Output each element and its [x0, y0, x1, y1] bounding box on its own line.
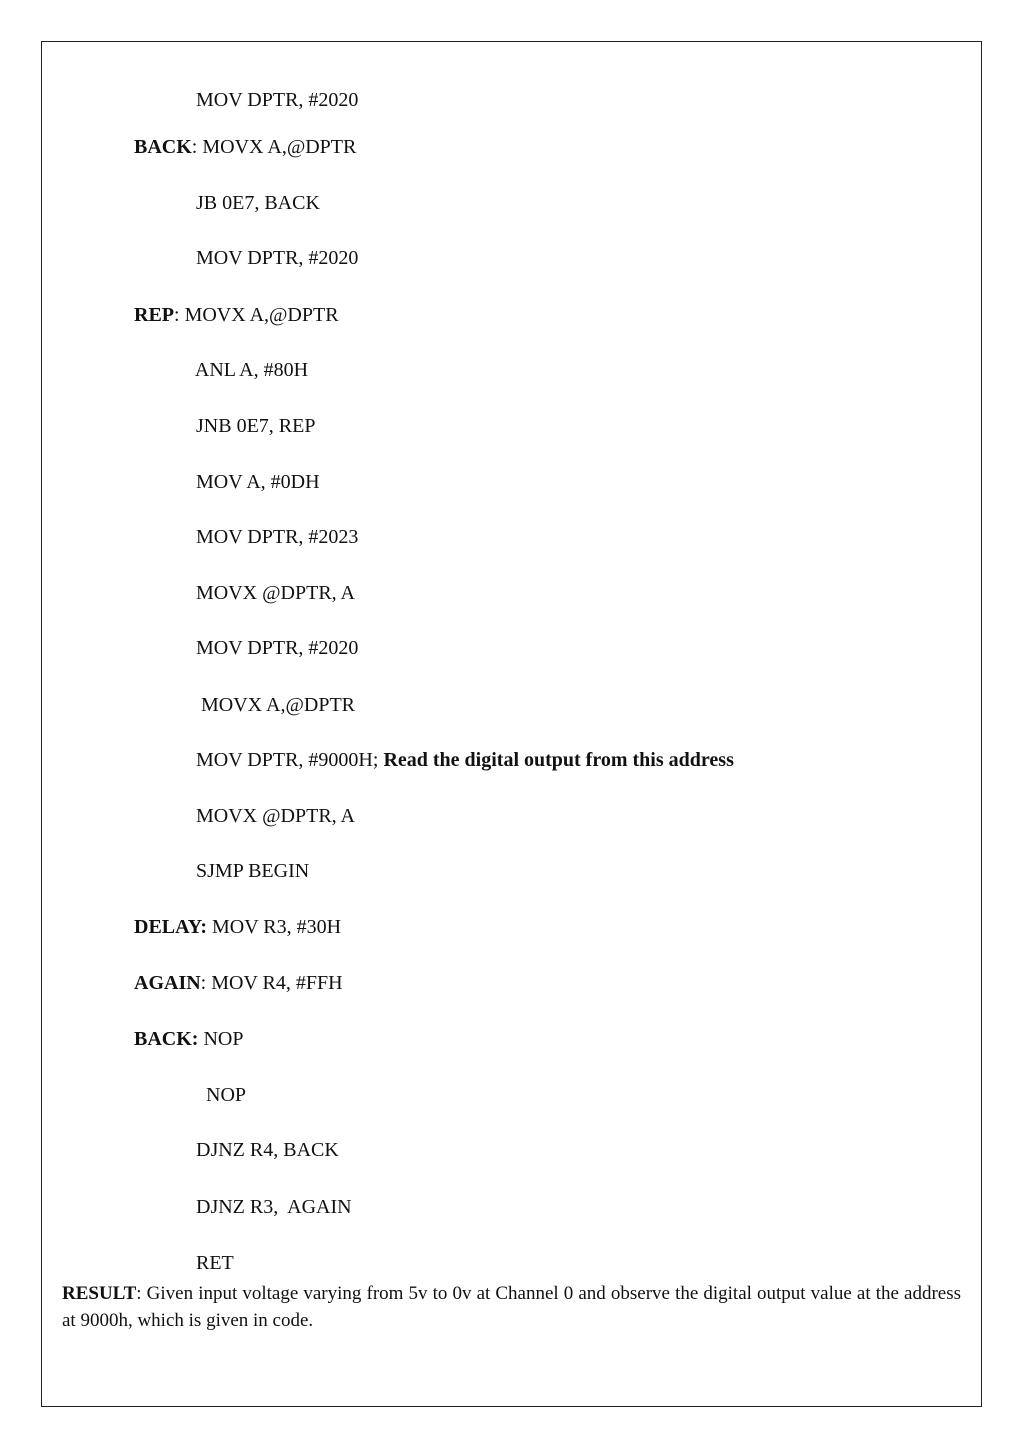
code-label: BACK: [134, 136, 192, 158]
code-separator: :: [200, 972, 207, 994]
result-text: : Given input voltage varying from 5v to 0v at Channel 0 and observe the digital output value at the address at 9000h, which is given in code.: [62, 1283, 961, 1331]
code-line: [186, 1171, 352, 1219]
code-line: [186, 334, 308, 382]
code-line: [186, 557, 355, 605]
code-line: [186, 724, 734, 772]
result-heading: RESULT: [62, 1283, 137, 1304]
code-line: [186, 64, 358, 112]
code-instruction: MOVX A,@DPTR: [197, 136, 357, 158]
code-label: DELAY:: [134, 916, 207, 938]
code-line: [186, 612, 358, 660]
code-instruction: MOV DPTR, #2020: [196, 637, 359, 659]
code-line: [124, 947, 343, 995]
code-line: [186, 835, 309, 883]
code-line: [186, 167, 320, 215]
code-instruction: NOP: [198, 1028, 244, 1050]
code-line: [186, 222, 358, 270]
code-instruction: RET: [196, 1252, 234, 1274]
code-instruction: MOV R4, #FFH: [206, 972, 343, 994]
code-line: [186, 501, 358, 549]
code-instruction: MOV A, #0DH: [196, 471, 320, 493]
code-instruction: ANL A, #80H: [194, 359, 309, 381]
code-instruction: JB 0E7, BACK: [196, 192, 320, 214]
code-instruction: JNB 0E7, REP: [196, 415, 316, 437]
code-instruction: MOVX @DPTR, A: [196, 582, 355, 604]
code-comment: Read the digital output from this address: [383, 749, 734, 771]
code-line: [186, 390, 315, 438]
code-label: REP: [134, 304, 174, 326]
code-instruction: MOV DPTR, #2020: [196, 247, 359, 269]
code-line: [186, 446, 320, 494]
result-paragraph: [62, 1280, 961, 1334]
code-instruction: MOVX A,@DPTR: [196, 694, 355, 716]
code-instruction: MOVX @DPTR, A: [196, 805, 355, 827]
code-line: [124, 279, 339, 327]
code-line: [124, 111, 356, 159]
code-instruction: MOVX A,@DPTR: [179, 304, 339, 326]
code-line: [186, 1227, 234, 1275]
code-label: AGAIN: [134, 972, 201, 994]
code-line: [186, 1114, 339, 1162]
code-instruction: MOV DPTR, #2023: [196, 526, 359, 548]
code-line: [124, 891, 341, 939]
code-label: BACK:: [134, 1028, 199, 1050]
code-instruction: DJNZ R3, AGAIN: [196, 1196, 352, 1218]
code-instruction: MOV DPTR, #9000H;: [196, 749, 384, 771]
code-instruction: NOP: [196, 1084, 247, 1106]
code-instruction: SJMP BEGIN: [196, 860, 310, 882]
code-line: [186, 780, 355, 828]
code-separator: :: [174, 304, 180, 326]
code-line: [186, 669, 355, 717]
code-instruction: DJNZ R4, BACK: [196, 1139, 339, 1161]
code-separator: :: [191, 136, 198, 158]
code-instruction: MOV DPTR, #2020: [196, 89, 359, 111]
code-instruction: MOV R3, #30H: [207, 916, 342, 938]
code-line: [124, 1003, 243, 1051]
code-line: [186, 1059, 246, 1107]
